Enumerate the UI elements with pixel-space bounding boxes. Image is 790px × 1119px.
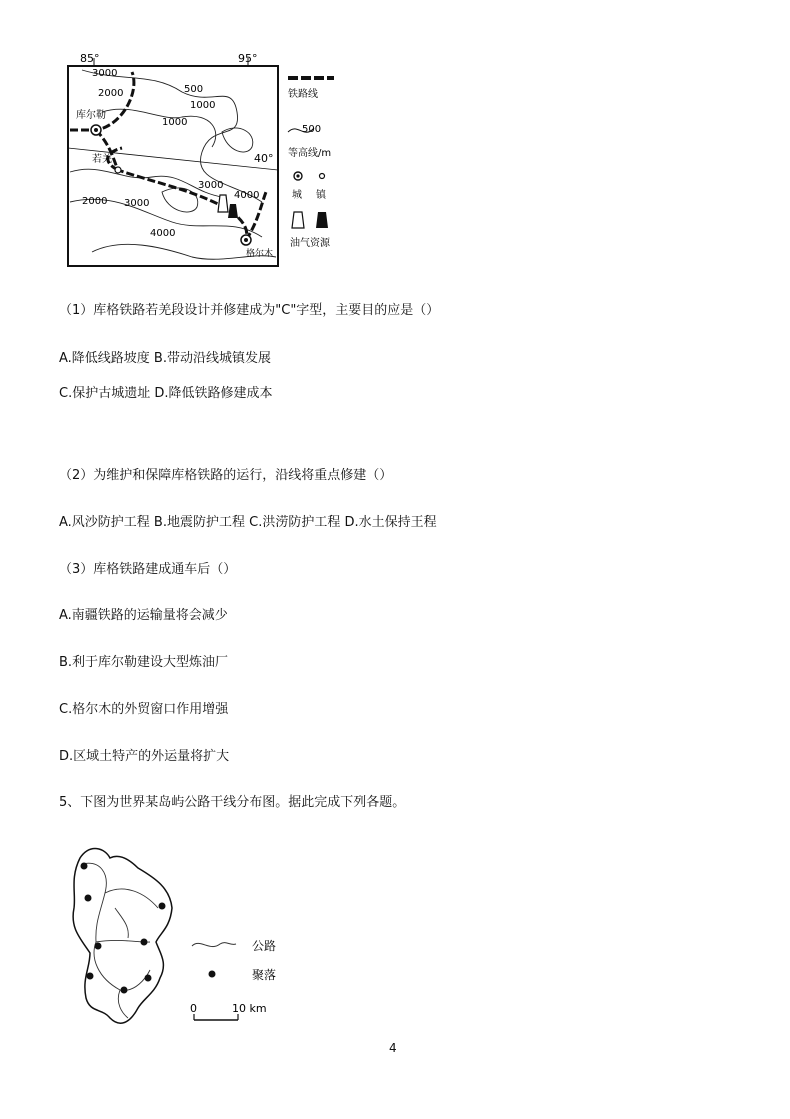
scale-zero: 0 — [190, 1002, 197, 1015]
legend-contour: 等高线/m — [288, 148, 332, 159]
contour-label: 3000 — [92, 68, 118, 79]
settlement-dot — [145, 975, 152, 982]
settlement-dot — [95, 943, 102, 950]
legend-oilgas: 油气资源 — [290, 238, 330, 249]
town-label: 若羌 — [92, 154, 112, 165]
legend-city: 城 — [292, 190, 302, 201]
contour-label: 1000 — [162, 117, 188, 128]
town-ruoqiang-icon — [115, 167, 121, 173]
settlement-dot — [85, 895, 92, 902]
q5-stem: 5、下图为世界某岛屿公路干线分布图。据此完成下列各题。 — [59, 795, 406, 810]
page-number: 4 — [389, 1041, 397, 1055]
settlement-dot — [159, 903, 166, 910]
map2-legend — [190, 939, 276, 1020]
q1-options-cd: C.保护古城遗址 D.降低铁路修建成本 — [59, 386, 273, 401]
railway-topographic-map — [62, 52, 362, 270]
q3-option-a: A.南疆铁路的运输量将会减少 — [59, 608, 228, 623]
contour-label: 3000 — [198, 180, 224, 191]
settlement-dot — [121, 987, 128, 994]
q3-option-d: D.区域土特产的外运量将扩大 — [59, 749, 230, 764]
q3-option-c: C.格尔木的外贸窗口作用增强 — [59, 702, 229, 717]
town-label: 库尔勒 — [76, 110, 106, 121]
legend-town: 镇 — [316, 190, 326, 201]
contour-label: 4000 — [150, 228, 176, 239]
contour-label: 500 — [184, 84, 204, 95]
contour-label: 3000 — [124, 198, 150, 209]
legend-railway: 铁路线 — [288, 89, 318, 100]
island-road-map — [60, 838, 290, 1033]
legend-contour-value: 500 — [302, 124, 322, 135]
lon-95-label: 95° — [238, 52, 258, 65]
contour-label: 1000 — [190, 100, 216, 111]
contour-label: 2000 — [98, 88, 124, 99]
q1-stem: （1）库格铁路若羌段设计并修建成为"C"字型，主要目的应是（） — [59, 303, 440, 318]
settlement-dot — [81, 863, 88, 870]
lon-85-label: 85° — [80, 52, 100, 65]
scale-ten: 10 km — [232, 1002, 267, 1015]
q1-options-ab: A.降低线路坡度 B.带动沿线城镇发展 — [59, 351, 271, 366]
map1-legend — [288, 78, 334, 249]
q3-option-b: B.利于库尔勒建设大型炼油厂 — [59, 655, 229, 670]
legend-road: 公路 — [252, 939, 277, 953]
q3-stem: （3）库格铁路建成通车后（） — [59, 562, 237, 577]
settlement-dot — [87, 973, 94, 980]
q2-options: A.风沙防护工程 B.地震防护工程 C.洪涝防护工程 D.水土保持王程 — [59, 515, 437, 530]
q2-stem: （2）为维护和保障库格铁路的运行，沿线将重点修建（） — [59, 468, 393, 483]
settlement-dot — [141, 939, 148, 946]
lat-40-label: 40° — [254, 152, 274, 165]
legend-settlement: 聚落 — [252, 968, 277, 982]
contour-label: 2000 — [82, 196, 108, 207]
town-label: 格尔木 — [246, 249, 274, 259]
contour-label: 4000 — [234, 190, 260, 201]
